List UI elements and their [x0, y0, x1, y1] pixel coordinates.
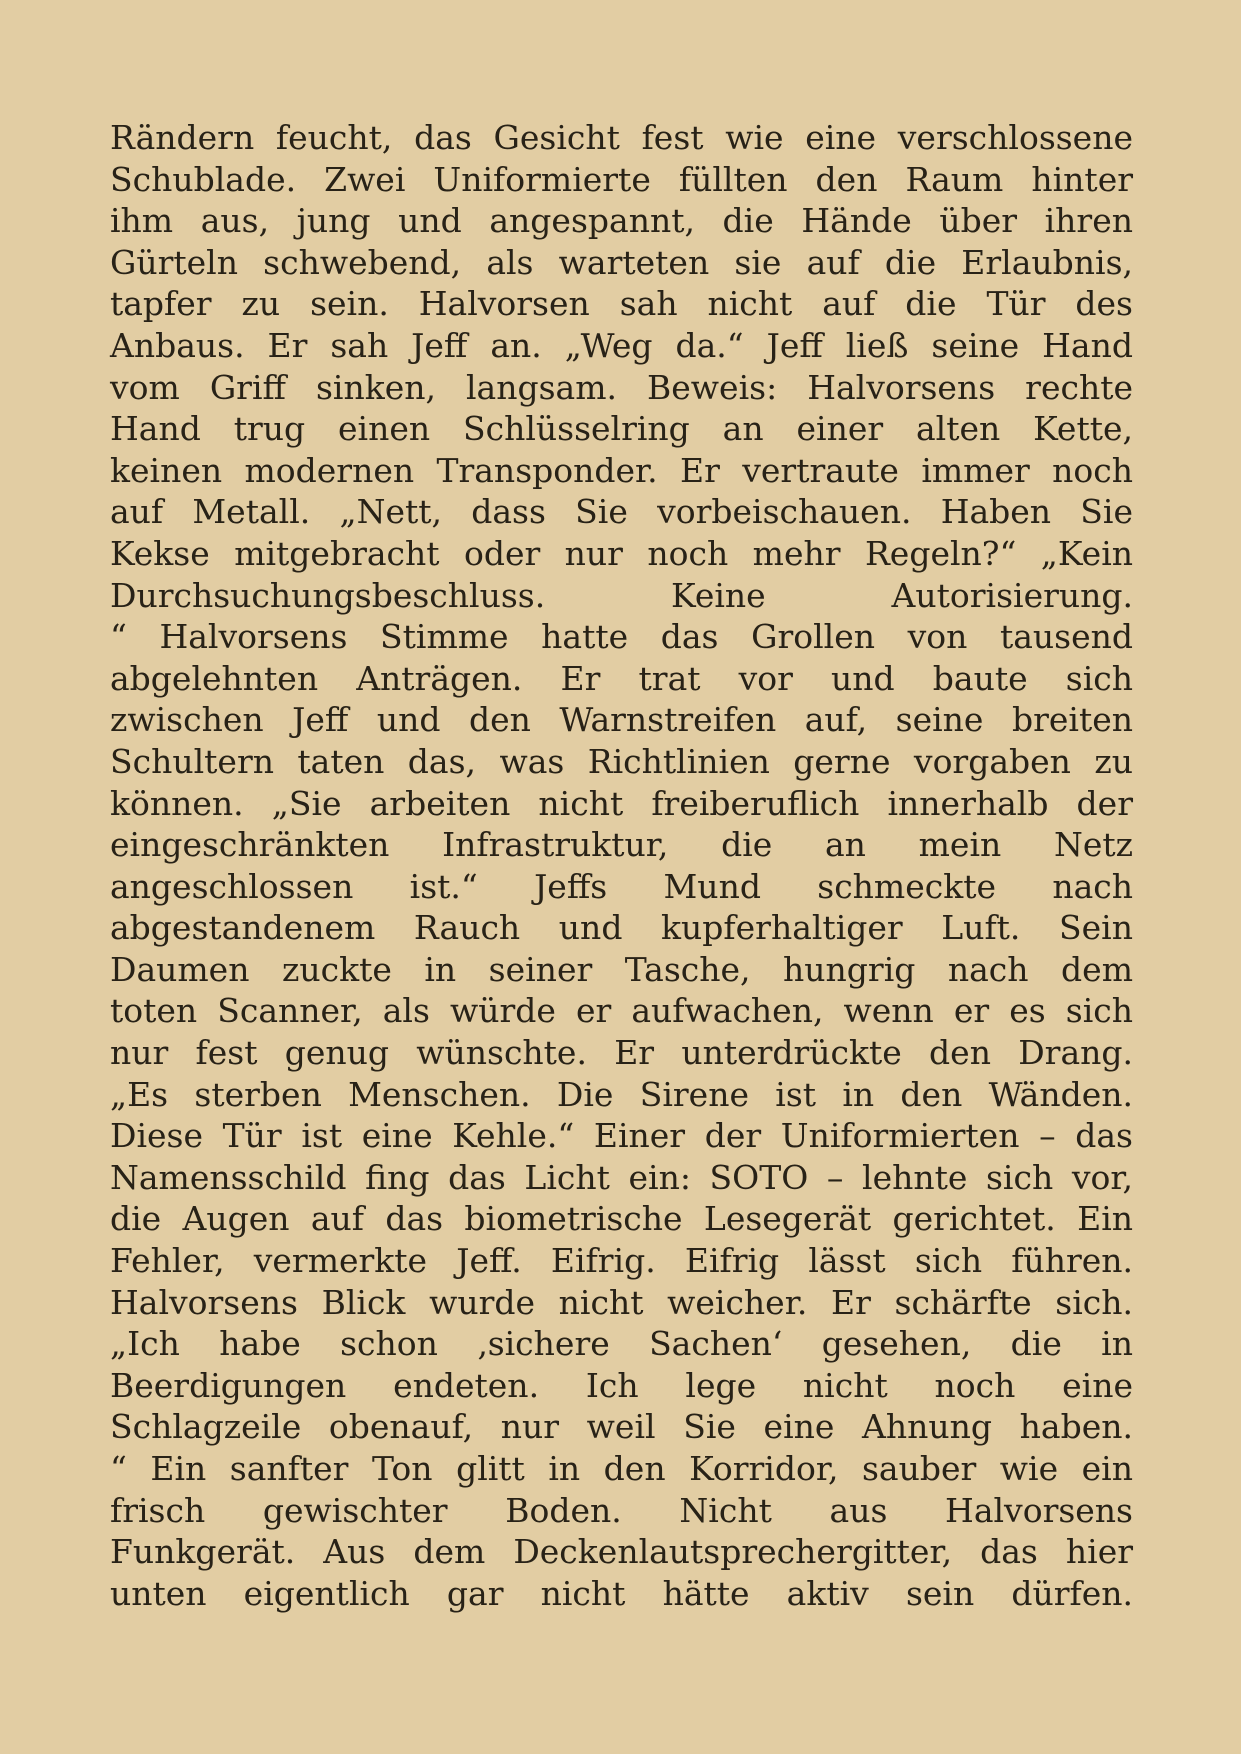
text-line: Fehler, vermerkte Jeff. Eifrig. Eifrig lässt sich führen. [110, 1241, 1133, 1281]
text-line: Hand trug einen Schlüsselring an einer alten Kette, [110, 409, 1133, 449]
text-line: „Es sterben Menschen. Die Sirene ist in den Wänden. [110, 1074, 1133, 1114]
text-line: Funkgerät. Aus dem Deckenlautsprechergitter, das hier [110, 1532, 1133, 1572]
text-line: nur fest genug wünschte. Er unterdrückte den Drang. [110, 1033, 1133, 1073]
text-line: Beerdigungen endeten. Ich lege nicht noch eine [110, 1365, 1133, 1405]
text-line: frisch gewischter Boden. Nicht aus Halvorsens [110, 1490, 1133, 1530]
text-line: Namensschild fing das Licht ein: SOTO – lehnte sich vor, [110, 1157, 1133, 1197]
text-line: Halvorsens Blick wurde nicht weicher. Er schärfte sich. [110, 1282, 1133, 1322]
text-line: Daumen zuckte in seiner Tasche, hungrig nach dem [110, 949, 1133, 989]
text-line: Gürteln schwebend, als warteten sie auf die Erlaubnis, [110, 242, 1133, 282]
text-line: tapfer zu sein. Halvorsen sah nicht auf die Tür des [110, 284, 1133, 324]
text-line: “ Ein sanfter Ton glitt in den Korridor, sauber wie ein [110, 1449, 1133, 1488]
text-line: Rändern feucht, das Gesicht fest wie eine verschlossene [110, 118, 1133, 157]
text-line: Anbaus. Er sah Jeff an. „Weg da.“ Jeff ließ seine Hand [110, 325, 1133, 365]
text-line: zwischen Jeff und den Warnstreifen auf, seine breiten [110, 700, 1133, 740]
text-line: abgestandenem Rauch und kupferhaltiger Luft. Sein [110, 908, 1133, 948]
text-line: Schlagzeile obenauf, nur weil Sie eine Ahnung haben. [110, 1407, 1133, 1447]
text-line: abgelehnten Anträgen. Er trat vor und baute sich [110, 658, 1133, 698]
text-line: „Ich habe schon ‚sichere Sachen‘ gesehen, die in [110, 1324, 1133, 1364]
text-line: toten Scanner, als würde er aufwachen, wenn er es sich [110, 991, 1133, 1031]
text-line: können. „Sie arbeiten nicht freiberuflich innerhalb der [110, 783, 1133, 823]
text-line: Durchsuchungsbeschluss. Keine Autorisierung. [110, 575, 1133, 615]
text-line: angeschlossen ist.“ Jeffs Mund schmeckte nach [110, 866, 1133, 906]
page-text [110, 117, 1133, 1614]
text-line: eingeschränkten Infrastruktur, die an mein Netz [110, 825, 1133, 865]
text-line: Schublade. Zwei Uniformierte füllten den Raum hinter [110, 159, 1133, 199]
text-line: Schultern taten das, was Richtlinien gerne vorgaben zu [110, 741, 1133, 781]
text-line: keinen modernen Transponder. Er vertraute immer noch [110, 450, 1133, 490]
text-line: vom Griff sinken, langsam. Beweis: Halvorsens rechte [110, 367, 1133, 407]
text-line: Kekse mitgebracht oder nur noch mehr Regeln?“ „Kein [110, 533, 1133, 573]
text-line: “ Halvorsens Stimme hatte das Grollen von tausend [110, 617, 1133, 657]
text-line: auf Metall. „Nett, dass Sie vorbeischauen. Haben Sie [110, 492, 1133, 532]
text-line: die Augen auf das biometrische Lesegerät gerichtet. Ein [110, 1199, 1133, 1239]
text-line: ihm aus, jung und angespannt, die Hände über ihren [110, 201, 1133, 241]
text-line: Diese Tür ist eine Kehle.“ Einer der Uniformierten – das [110, 1116, 1133, 1156]
text-line: unten eigentlich gar nicht hätte aktiv sein dürfen. [110, 1573, 1133, 1613]
